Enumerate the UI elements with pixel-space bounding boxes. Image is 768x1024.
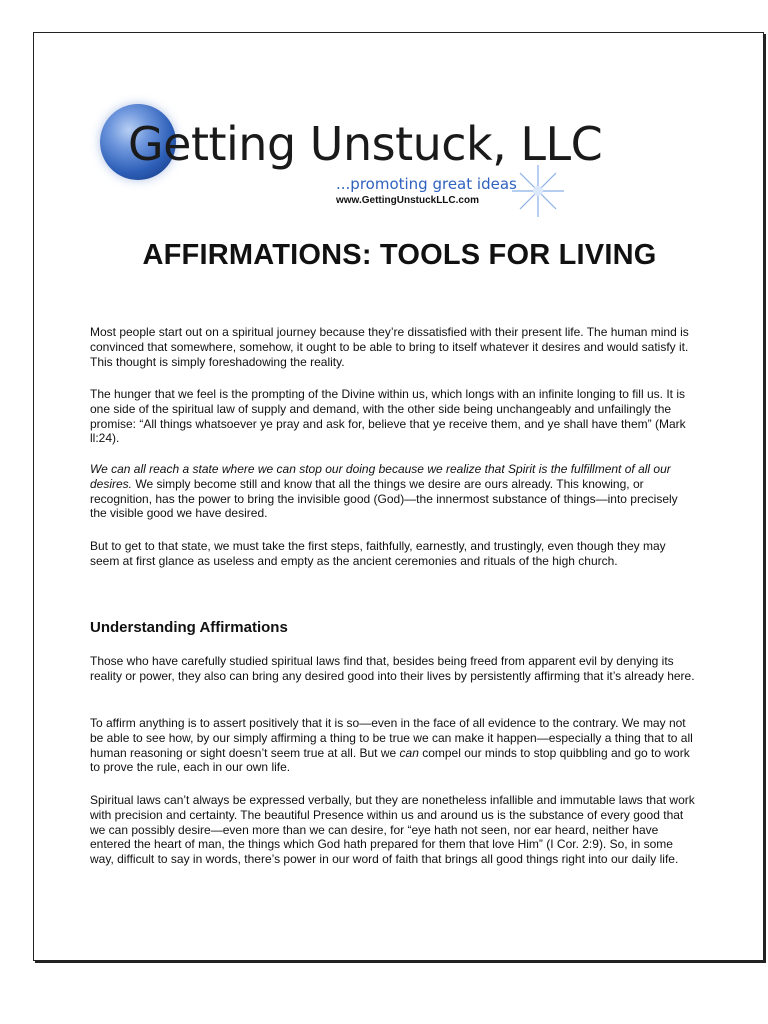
paragraph-2: The hunger that we feel is the prompting of the Divine within us, which longs with an infinite longing to fill us. It is one side of the spiritual law of supply and demand, with the other side being unchangeably and unfailingly the promise: “All things whatsoever ye pray and ask for, believe that ye receive them, and ye shall have them” (Mark ll:24).: [90, 387, 686, 446]
logo-tagline: ...promoting great ideas: [336, 175, 517, 193]
document-title: AFFIRMATIONS: TOOLS FOR LIVING: [142, 239, 657, 271]
paragraph-3-italic: We can all reach a state where we can stop our doing because we realize that Spirit is the fulfillment of all our desires.: [90, 462, 671, 491]
paragraph-3: [90, 462, 696, 521]
paragraph-1: Most people start out on a spiritual journey because they’re dissatisfied with their present life. The human mind is convinced that somewhere, somehow, it ought to be able to bring to itself whatever it desires and would satisfy it. This thought is simply foreshadowing the reality.: [90, 325, 689, 369]
logo-website-url: www.GettingUnstuckLLC.com: [336, 195, 479, 206]
paragraph-7: Spiritual laws can’t always be expressed verbally, but they are nonetheless infallible and immutable laws that work with precision and certainty. The beautiful Presence within us and around us is the substance of every good that we can possibly desire—even more than we can desire, for “eye hath not seen, nor ear heard, neither have entered the heart of man, the things which God hath prepared for them that love Him” (I Cor. 2:9). So, in some way, difficult to say in words, there’s power in our word of faith that brings all good things right into our daily life.: [90, 793, 695, 867]
sparkle-icon: [508, 161, 568, 221]
company-logo: [100, 99, 620, 249]
paragraph-4: But to get to that state, we must take the first steps, faithfully, earnestly, and trustingly, even though they may seem at first glance as useless and empty as the ancient ceremonies and rituals of the high church.: [90, 539, 666, 568]
paragraph-6: [90, 716, 696, 775]
document-page: [33, 32, 764, 961]
section-heading: Understanding Affirmations: [90, 619, 288, 636]
paragraph-6-part-a: To affirm anything is to assert positively that it is so—even in the face of all evidence to the contrary. We may not be able to see how, by our simply affirming a thing to be true we can make it happen—especially a thing that to all human reasoning or sight doesn’t seem true at all. But we: [90, 716, 693, 760]
paragraph-6-part-b: compel our minds to stop quibbling and go to work to prove the rule, each in our own life.: [90, 745, 690, 775]
logo-company-name: Getting Unstuck, LLC: [128, 117, 603, 171]
paragraph-3-rest: We simply become still and know that all the things we desire are ours already. This knowing, or recognition, has the power to bring the invisible good (God)—the innermost substance of things—into precisely the visible good we have desired.: [90, 476, 678, 521]
paragraph-6-emphasis: can: [399, 745, 419, 760]
paragraph-5: Those who have carefully studied spiritual laws find that, besides being freed from apparent evil by denying its reality or power, they also can bring any desired good into their lives by persistently affirming that it’s already here.: [90, 654, 695, 683]
